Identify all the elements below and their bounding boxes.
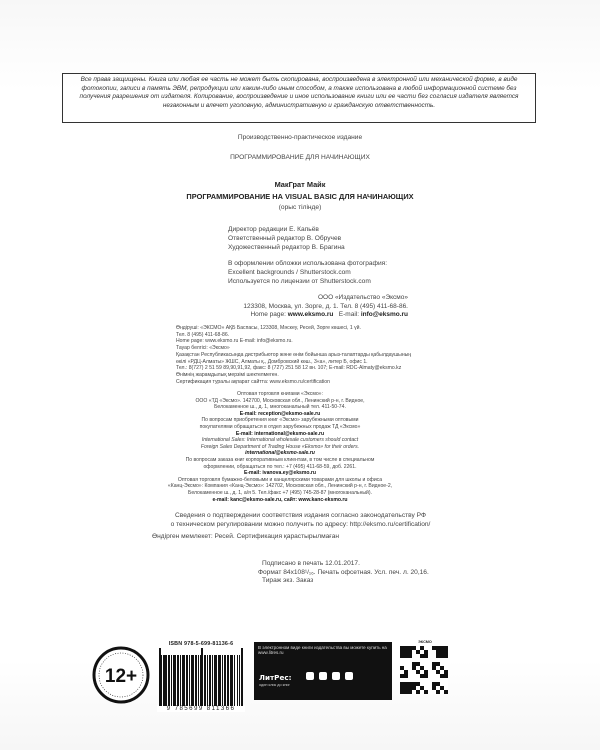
barcode-bar <box>234 655 235 706</box>
credits-block <box>228 226 418 252</box>
kz-line: Тауар белгісі: «Эксмо» <box>176 345 230 352</box>
cover-photo-credit <box>228 260 418 286</box>
print-line: Тираж экз. Заказ <box>262 577 314 585</box>
cover-photo-line: Используется по лицензии от Shutterstock.com <box>228 277 371 285</box>
barcode-bar <box>239 655 240 706</box>
rights-notice-box <box>62 73 536 123</box>
cert-line: Өндірген мемлекет: Ресей. Сертификация қарастырылмаған <box>152 533 340 541</box>
age-rating-badge <box>92 646 150 704</box>
cover-photo-line: Excellent backgrounds / Shutterstock.com <box>228 268 351 276</box>
qr-code-box <box>400 640 450 704</box>
kz-line: Сертификация туралы ақпарат сайтта: www.eksmo.ru/certification <box>176 378 330 385</box>
qr-module <box>444 690 448 694</box>
kz-line: Қазақстан Республикасында дистрибьютор және өнім бойынша арыз-талаптарды қабылдаушының <box>176 351 412 358</box>
barcode-bar <box>205 655 206 706</box>
series-title: ПРОГРАММИРОВАНИЕ ДЛЯ НАЧИНАЮЩИХ <box>230 154 370 161</box>
book-title: ПРОГРАММИРОВАНИЕ НА VISUAL BASIC ДЛЯ НАЧИНАЮЩИХ <box>186 192 414 201</box>
android-icon <box>319 672 327 680</box>
platform-icons <box>306 672 353 680</box>
apple-icon <box>306 672 314 680</box>
barcode-bar <box>169 655 170 706</box>
barcode-bar <box>184 655 185 706</box>
cert-line: Сведения о подтверждении соответствия издания согласно законодательству РФ <box>175 512 426 519</box>
print-line: Подписано в печать 12.01.2017. <box>262 560 360 567</box>
web-label: Home page: <box>250 311 286 319</box>
litres-banner[interactable] <box>254 642 392 700</box>
barcode-bar <box>171 655 172 706</box>
isbn-text: ISBN 978-5-699-81136-6 <box>168 641 234 647</box>
distrib-line: international@eksmo-sale.ru <box>245 450 315 457</box>
qr-caption: ЭКСМО <box>418 640 432 644</box>
distrib-line: Foreign Sales Department of Trading House «Eksmo» for their orders. <box>200 443 360 450</box>
windows-icon <box>332 672 340 680</box>
litres-logo: ЛитРес: <box>259 673 292 682</box>
isbn-barcode <box>157 641 245 717</box>
distrib-line: E-mail: reception@eksmo-sale.ru <box>239 410 321 417</box>
rights-notice-text: Все права защищены. Книга или любая ее часть не может быть скопирована, воспроизведена в электронной или механической форме, в виде фотокопии, записи в память ЭВМ, репродукции или каким-либо иным способом, а также использована в любой информационной системе без получения разрешения от издателя. Копирование, воспроизведение и иное использование книги или ее части без согласия издателя является незаконным и влечет уголовную, административную и гражданскую ответственность. <box>79 76 519 109</box>
publisher-name: ООО «Издательство «Эксмо» <box>317 294 408 301</box>
distrib-line: e-mail: kanc@eksmo-sale.ru, сайт: www.kanc-eksmo.ru <box>212 496 348 503</box>
distrib-line: По вопросам приобретения книг «Эксмо» зарубежными оптовыми <box>201 417 359 424</box>
distrib-line: оформлении, обращаться по тел.: +7 (495) 411-68-59, доб. 2261. <box>203 463 357 470</box>
barcode-bar <box>210 655 211 706</box>
language-note: (орыс тілінде) <box>278 204 322 211</box>
qr-code[interactable] <box>400 646 448 694</box>
barcode-bar <box>192 655 193 706</box>
distrib-line: E-mail: international@eksmo-sale.ru <box>235 430 325 437</box>
kz-manufacturer-block <box>176 325 476 385</box>
barcode-digits: 9 785699 811366 <box>157 705 245 712</box>
distrib-line: «Канц-Эксмо»: Компания «Канц-Эксмо»: 142702, Московская обл., Ленинский р-н, г. Видное-2, <box>167 483 393 490</box>
kz-line: Өнімнің жарамдылық мерзімі шектелмеген. <box>176 371 279 378</box>
barcode-bar <box>180 655 181 706</box>
print-info-block <box>258 560 462 586</box>
barcode-bar <box>198 655 199 706</box>
barcode-bars <box>159 648 243 706</box>
credit-line: Художественный редактор В. Брагина <box>228 243 345 251</box>
distrib-line: Белокаменное ш., д. 1, многоканальный тел. 411-50-74. <box>214 404 346 411</box>
kz-line: Тел.: 8(727) 2 51 59 89,90,91,92, факс: 8 (727) 251 58 12 вн. 107; E-mail: RDC-Almaty@eksmo.kz <box>176 365 402 372</box>
age-rating-text: 12+ <box>104 666 138 687</box>
publisher-website-link[interactable]: www.eksmo.ru <box>287 311 334 319</box>
publisher-email-link[interactable]: info@eksmo.ru <box>360 311 408 319</box>
distrib-line: Белокаменное ш., д. 1, а/я 5. Тел./факс +7 (495) 745-28-87 (многоканальный). <box>188 489 372 496</box>
barcode-bar <box>212 655 213 706</box>
windows-phone-icon <box>345 672 353 680</box>
kz-line: Home page: www.eksmo.ru E-mail: info@eksmo.ru. <box>176 338 293 345</box>
distrib-line: ООО «ТД «Эксмо». 142700, Московская обл., Ленинский р-н, г. Видное, <box>195 397 365 404</box>
barcode-bar <box>193 655 194 706</box>
kz-line: Тел. 8 (495) 411-68-86. <box>176 331 230 338</box>
distrib-line: Оптовая торговля книгами «Эксмо»: <box>237 391 323 397</box>
credit-line: Ответственный редактор В. Обручев <box>228 234 342 242</box>
litres-tagline: один клик до книг <box>259 683 290 687</box>
email-label: E-mail: <box>338 311 360 319</box>
barcode-bar <box>161 655 162 706</box>
barcode-bar <box>232 655 233 706</box>
barcode-bar <box>216 655 217 706</box>
distrib-line: Оптовая торговля бумажно-беловыми и канцелярскими товарами для школы и офиса <box>177 476 383 483</box>
publisher-address: 123308, Москва, ул. Зорге, д. 1. Тел. 8 (495) 411-68-86. <box>243 302 408 310</box>
distribution-block <box>160 391 400 503</box>
cover-photo-line: В оформлении обложки использована фотография: <box>228 260 388 267</box>
barcode-bar <box>165 655 166 706</box>
barcode-bar <box>225 655 226 706</box>
certification-block <box>148 512 453 542</box>
publisher-block <box>208 294 408 320</box>
barcode-bar <box>202 648 203 706</box>
edition-type: Производственно-практическое издание <box>237 134 363 141</box>
kz-line: Өндіруші: «ЭКСМО» АҚБ Баспасы, 123308, Мәскеу, Ресей, Зорге көшесі, 1 үй. <box>176 325 361 331</box>
distrib-line: По вопросам заказа книг корпоративным клиентам, в том числе в специальном <box>185 456 375 463</box>
kz-line: өкілі «РДЦ-Алматы» ЖШС, Алматы қ., Домбровский көш., 3«а», литер Б, офис 1. <box>176 358 368 365</box>
cert-line: о техническом регулировании можно получить по адресу: http://eksmo.ru/certification/ <box>170 520 431 528</box>
distrib-line: International Sales: International wholesale customers should contact <box>201 437 359 444</box>
distrib-line: E-mail: ivanova.ey@eksmo.ru <box>243 470 317 477</box>
credit-line: Директор редакции Е. Капьёв <box>228 226 319 233</box>
publisher-contacts <box>208 311 408 320</box>
distrib-line: покупателями обращаться в отдел зарубежных продаж ТД «Эксмо» <box>199 423 361 430</box>
litres-promo-text: В электронном виде книги издательства вы можете купить на www.litres.ru <box>258 645 387 655</box>
print-line: Формат 84x108¹/₁₆. Печать офсетная. Усл. печ. л. 20,16. <box>258 568 429 576</box>
author-name: МакГрат Майк <box>274 180 326 189</box>
barcode-bar <box>187 655 188 706</box>
